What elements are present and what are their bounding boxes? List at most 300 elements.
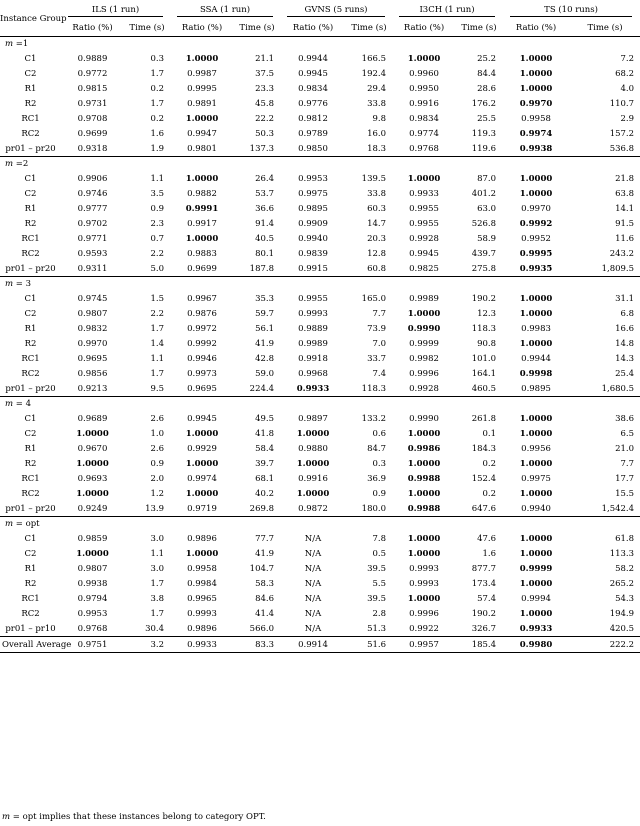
time-cell: 1.7 — [150, 323, 164, 334]
time-cell: 84.6 — [255, 593, 274, 604]
instance-group-cell: C2 — [24, 428, 37, 439]
time-cell: 50.3 — [255, 128, 274, 139]
time-cell: 192.4 — [361, 68, 387, 79]
time-cell: 63.8 — [615, 188, 635, 199]
time-cell: 53.7 — [255, 188, 274, 199]
ratio-cell: 0.9983 — [521, 323, 551, 334]
time-cell: 269.8 — [249, 503, 274, 514]
instance-group-cell: pr01 – pr20 — [5, 143, 56, 154]
time-cell: 139.5 — [361, 173, 387, 184]
instance-group-cell: R1 — [24, 203, 37, 214]
method-header-row — [0, 2, 640, 19]
table-row — [0, 201, 640, 216]
section-value: = 3 — [13, 279, 31, 289]
time-cell: 152.4 — [471, 473, 497, 484]
ratio-cell: 0.9989 — [409, 293, 439, 304]
time-cell: 0.5 — [372, 548, 387, 559]
time-cell: 36.9 — [367, 473, 387, 484]
ratio-cell: N/A — [304, 608, 322, 619]
table-row — [0, 621, 640, 637]
ratio-cell: 0.9801 — [187, 143, 217, 154]
table-row — [0, 126, 640, 141]
time-cell: 7.7 — [620, 458, 635, 469]
time-cell: 1,542.4 — [601, 503, 635, 514]
time-cell: 7.8 — [372, 533, 387, 544]
time-cell: 73.9 — [367, 323, 387, 334]
time-cell: 17.7 — [615, 473, 635, 484]
ratio-cell: 0.9938 — [77, 578, 108, 589]
instance-group-cell: R1 — [24, 83, 37, 94]
time-cell: 118.3 — [471, 323, 497, 334]
time-cell: 41.9 — [255, 338, 274, 349]
section-label — [0, 157, 640, 172]
method-header-ils — [61, 2, 170, 19]
results-table-body — [0, 2, 640, 653]
metric-header-row — [0, 19, 640, 37]
time-cell: 165.0 — [361, 293, 387, 304]
time-cell: 2.9 — [620, 113, 635, 124]
time-cell: 51.3 — [367, 623, 387, 634]
time-cell: 41.9 — [255, 548, 274, 559]
time-cell: 12.3 — [477, 308, 497, 319]
time-cell: 21.8 — [615, 173, 635, 184]
time-cell: 2.6 — [150, 443, 164, 454]
time-cell: 1.0 — [150, 428, 164, 439]
ratio-cell: 0.9249 — [77, 503, 108, 514]
ratio-cell: 0.9988 — [407, 473, 441, 484]
ratio-cell: 0.9987 — [187, 68, 217, 79]
time-cell: 63.0 — [477, 203, 497, 214]
time-cell: 9.8 — [372, 113, 387, 124]
ratio-cell: 0.9940 — [298, 233, 328, 244]
ratio-cell: 0.9311 — [77, 263, 108, 274]
section-header-row — [0, 397, 640, 412]
time-cell: 7.4 — [372, 368, 387, 379]
table-row — [0, 606, 640, 621]
table-row — [0, 486, 640, 501]
ratio-cell: 0.9917 — [187, 218, 217, 229]
ratio-cell: 0.9771 — [77, 233, 108, 244]
ratio-cell: 0.9768 — [409, 143, 439, 154]
time-cell: 47.6 — [477, 533, 497, 544]
ratio-cell: 1.0000 — [407, 53, 441, 64]
time-cell: 26.4 — [255, 173, 274, 184]
instance-group-cell: C2 — [24, 548, 37, 559]
ratio-cell: 0.9768 — [77, 623, 108, 634]
time-cell: 3.8 — [150, 593, 164, 604]
ratio-cell: 0.9745 — [77, 293, 108, 304]
instance-group-cell: pr01 – pr10 — [5, 623, 56, 634]
ratio-cell: 0.9834 — [409, 113, 439, 124]
ratio-cell: 0.9807 — [77, 563, 108, 574]
instance-group-cell: R1 — [24, 563, 37, 574]
ratio-cell: 0.9950 — [409, 83, 439, 94]
time-cell: 110.7 — [609, 98, 635, 109]
table-row — [0, 246, 640, 261]
ratio-cell: N/A — [304, 533, 322, 544]
time-cell: 133.2 — [361, 413, 387, 424]
time-cell: 58.2 — [615, 563, 635, 574]
section-variable: m — [5, 159, 14, 169]
ratio-cell: N/A — [304, 593, 322, 604]
time-cell: 190.2 — [471, 293, 497, 304]
instance-group-header: Instance Group — [0, 2, 61, 37]
table-row — [0, 456, 640, 471]
ratio-header: Ratio (%) — [280, 19, 346, 37]
time-cell: 164.1 — [471, 368, 497, 379]
time-cell: 0.2 — [150, 113, 164, 124]
time-cell: 58.9 — [477, 233, 497, 244]
time-cell: 41.4 — [255, 608, 274, 619]
time-cell: 49.5 — [255, 413, 274, 424]
time-cell: 58.3 — [255, 578, 274, 589]
ratio-cell: 0.9995 — [519, 248, 553, 259]
instance-group-cell: RC1 — [21, 353, 40, 364]
instance-group-cell: pr01 – pr20 — [5, 383, 56, 394]
time-cell: 176.2 — [471, 98, 497, 109]
ratio-cell: 1.0000 — [519, 83, 553, 94]
ratio-cell: 0.9938 — [519, 143, 553, 154]
time-cell: 57.4 — [477, 593, 497, 604]
time-cell: 13.9 — [145, 503, 164, 514]
ratio-cell: 0.9955 — [409, 218, 439, 229]
ratio-cell: 0.9318 — [77, 143, 108, 154]
time-cell: 45.8 — [255, 98, 274, 109]
ratio-cell: 0.9906 — [77, 173, 108, 184]
time-cell: 41.8 — [255, 428, 274, 439]
section-variable: m — [5, 399, 14, 409]
section-label — [0, 397, 640, 412]
time-cell: 1.7 — [150, 68, 164, 79]
ratio-cell: 0.9973 — [187, 368, 217, 379]
time-cell: 1.7 — [150, 98, 164, 109]
ratio-cell: 0.9955 — [409, 203, 439, 214]
ratio-cell: 0.9889 — [298, 323, 328, 334]
section-value: = 4 — [13, 399, 31, 409]
time-cell: 1.7 — [150, 608, 164, 619]
time-cell: 222.2 — [570, 637, 640, 653]
time-cell: 1.6 — [482, 548, 497, 559]
time-cell: 40.2 — [255, 488, 274, 499]
ratio-cell: 1.0000 — [519, 608, 553, 619]
time-cell: 3.0 — [150, 563, 164, 574]
ratio-cell: 0.9992 — [187, 338, 217, 349]
ratio-cell: 0.9889 — [77, 53, 108, 64]
time-cell: 119.6 — [471, 143, 497, 154]
ratio-cell: 0.9947 — [187, 128, 217, 139]
time-cell: 119.3 — [471, 128, 497, 139]
ratio-cell: 0.9880 — [298, 443, 328, 454]
time-cell: 104.7 — [249, 563, 274, 574]
time-cell: 42.8 — [255, 353, 274, 364]
time-header: Time (s) — [570, 19, 640, 37]
ratio-cell: 0.9772 — [77, 68, 108, 79]
ratio-header: Ratio (%) — [502, 19, 570, 37]
ratio-cell: 0.9944 — [521, 353, 551, 364]
ratio-cell: 0.9993 — [409, 563, 439, 574]
time-cell: 275.8 — [471, 263, 497, 274]
ratio-cell: 1.0000 — [296, 428, 330, 439]
ratio-cell: 0.9774 — [409, 128, 439, 139]
ratio-cell: 0.9970 — [519, 98, 553, 109]
ratio-cell: 1.0000 — [407, 458, 441, 469]
time-cell: 16.0 — [367, 128, 387, 139]
time-cell: 39.7 — [255, 458, 274, 469]
ratio-cell: 1.0000 — [519, 53, 553, 64]
ratio-cell: 1.0000 — [407, 308, 441, 319]
time-cell: 33.8 — [367, 98, 387, 109]
instance-group-cell: RC1 — [21, 593, 40, 604]
time-cell: 0.9 — [150, 458, 164, 469]
time-cell: 101.0 — [471, 353, 497, 364]
table-row — [0, 531, 640, 546]
ratio-cell: 0.9958 — [187, 563, 217, 574]
ratio-cell: 1.0000 — [519, 533, 553, 544]
ratio-cell: 0.9986 — [407, 443, 441, 454]
time-cell: 84.4 — [477, 68, 497, 79]
ratio-cell: 0.9991 — [185, 203, 219, 214]
time-cell: 30.4 — [145, 623, 164, 634]
time-header: Time (s) — [124, 19, 170, 37]
instance-group-cell: C1 — [24, 533, 37, 544]
ratio-cell: 1.0000 — [76, 548, 109, 559]
ratio-cell: 0.9731 — [77, 98, 108, 109]
ratio-cell: 0.9940 — [521, 503, 551, 514]
time-cell: 25.5 — [477, 113, 497, 124]
time-cell: 187.8 — [249, 263, 274, 274]
ratio-cell: 0.9928 — [409, 233, 439, 244]
time-cell: 1.7 — [150, 368, 164, 379]
time-cell: 20.3 — [367, 233, 387, 244]
ratio-cell: 0.9689 — [77, 413, 108, 424]
ratio-cell: 1.0000 — [519, 488, 553, 499]
time-cell: 647.6 — [471, 503, 497, 514]
ratio-cell: N/A — [304, 548, 322, 559]
ratio-cell: 1.0000 — [519, 293, 553, 304]
instance-group-cell: RC2 — [21, 248, 40, 259]
ratio-cell: 0.9719 — [187, 503, 217, 514]
ratio-cell: 0.9916 — [298, 473, 328, 484]
ratio-cell: 0.9812 — [298, 113, 328, 124]
time-cell: 1.1 — [150, 353, 164, 364]
ratio-cell: 0.9970 — [77, 338, 108, 349]
time-cell: 243.2 — [609, 248, 635, 259]
table-row — [0, 591, 640, 606]
ratio-cell: 0.9972 — [187, 323, 217, 334]
ratio-cell: 0.9993 — [298, 308, 328, 319]
time-cell: 59.0 — [255, 368, 274, 379]
ratio-cell: 0.9933 — [519, 623, 553, 634]
time-cell: 224.4 — [249, 383, 274, 394]
time-cell: 56.1 — [255, 323, 274, 334]
time-cell: 460.5 — [471, 383, 497, 394]
ratio-cell: 0.9815 — [77, 83, 108, 94]
ratio-cell: 1.0000 — [185, 488, 219, 499]
method-header-ils-label: ILS (1 run) — [68, 5, 164, 17]
time-cell: 58.4 — [255, 443, 274, 454]
ratio-cell: 0.9992 — [519, 218, 553, 229]
time-cell: 185.4 — [456, 637, 502, 653]
ratio-cell: 0.9670 — [77, 443, 108, 454]
time-cell: 4.0 — [620, 83, 635, 94]
ratio-cell: 0.9957 — [392, 637, 456, 653]
time-cell: 23.3 — [255, 83, 274, 94]
time-cell: 7.0 — [372, 338, 387, 349]
ratio-cell: 0.9994 — [521, 593, 551, 604]
time-cell: 14.3 — [615, 353, 635, 364]
instance-group-cell: RC2 — [21, 488, 40, 499]
method-header-i3ch — [392, 2, 502, 19]
time-cell: 420.5 — [609, 623, 635, 634]
time-cell: 7.2 — [620, 53, 635, 64]
ratio-cell: 1.0000 — [296, 458, 330, 469]
time-cell: 1.5 — [150, 293, 164, 304]
ratio-cell: 0.9708 — [77, 113, 108, 124]
table-row — [0, 111, 640, 126]
ratio-cell: 0.9945 — [298, 68, 328, 79]
table-row — [0, 51, 640, 66]
time-cell: 566.0 — [249, 623, 274, 634]
ratio-cell: 1.0000 — [519, 548, 553, 559]
method-header-ts — [502, 2, 640, 19]
ratio-cell: 1.0000 — [407, 533, 441, 544]
time-cell: 25.2 — [477, 53, 497, 64]
time-cell: 0.3 — [150, 53, 164, 64]
time-cell: 59.7 — [255, 308, 274, 319]
time-cell: 326.7 — [471, 623, 497, 634]
time-cell: 60.3 — [367, 203, 387, 214]
time-cell: 113.3 — [609, 548, 635, 559]
time-cell: 3.0 — [150, 533, 164, 544]
time-cell: 3.5 — [150, 188, 164, 199]
ratio-cell: 0.9914 — [280, 637, 346, 653]
time-cell: 184.3 — [471, 443, 497, 454]
ratio-cell: 0.9915 — [298, 263, 328, 274]
ratio-cell: 0.9996 — [409, 608, 439, 619]
table-row — [0, 336, 640, 351]
ratio-cell: 0.9746 — [77, 188, 108, 199]
time-cell: 22.2 — [255, 113, 274, 124]
instance-group-cell: RC1 — [21, 473, 40, 484]
table-row — [0, 426, 640, 441]
table-footnote — [2, 812, 266, 822]
ratio-cell: 0.9839 — [298, 248, 328, 259]
ratio-cell: N/A — [304, 578, 322, 589]
ratio-cell: 0.9895 — [521, 383, 551, 394]
time-cell: 39.5 — [367, 593, 387, 604]
time-cell: 84.7 — [367, 443, 387, 454]
ratio-cell: 0.9952 — [521, 233, 551, 244]
ratio-cell: 0.9999 — [519, 563, 553, 574]
ratio-cell: 0.9945 — [409, 248, 439, 259]
ratio-cell: 0.9699 — [77, 128, 108, 139]
time-cell: 1.6 — [150, 128, 164, 139]
ratio-cell: 0.9965 — [187, 593, 217, 604]
time-cell: 401.2 — [471, 188, 497, 199]
ratio-cell: 0.9998 — [519, 368, 553, 379]
table-row — [0, 561, 640, 576]
table-row — [0, 546, 640, 561]
table-row — [0, 216, 640, 231]
time-cell: 68.2 — [615, 68, 635, 79]
time-cell: 2.0 — [150, 473, 164, 484]
instance-group-cell: RC1 — [21, 233, 40, 244]
ratio-cell: 0.9896 — [187, 533, 217, 544]
table-row — [0, 501, 640, 517]
ratio-cell: 0.9996 — [409, 368, 439, 379]
table-row — [0, 96, 640, 111]
ratio-cell: 0.9953 — [298, 173, 328, 184]
ratio-cell: 0.9777 — [77, 203, 108, 214]
time-cell: 2.2 — [150, 248, 164, 259]
ratio-cell: 1.0000 — [185, 53, 219, 64]
time-cell: 35.3 — [255, 293, 274, 304]
time-cell: 1,680.5 — [601, 383, 635, 394]
time-cell: 60.8 — [367, 263, 387, 274]
time-cell: 83.3 — [234, 637, 280, 653]
ratio-cell: 0.9882 — [187, 188, 217, 199]
time-cell: 15.5 — [615, 488, 635, 499]
ratio-cell: 0.9993 — [187, 608, 217, 619]
ratio-cell: 0.9213 — [77, 383, 108, 394]
ratio-cell: 0.9946 — [187, 353, 217, 364]
time-cell: 29.4 — [367, 83, 387, 94]
ratio-cell: 0.9891 — [187, 98, 217, 109]
ratio-cell: 0.9975 — [298, 188, 328, 199]
instance-group-cell: C2 — [24, 308, 37, 319]
ratio-cell: 0.9872 — [298, 503, 328, 514]
time-cell: 54.3 — [615, 593, 635, 604]
ratio-cell: 0.9990 — [409, 413, 439, 424]
footnote-variable: m — [2, 812, 11, 822]
instance-group-cell: C1 — [24, 413, 37, 424]
ratio-cell: 0.9916 — [409, 98, 439, 109]
ratio-cell: 0.9975 — [521, 473, 551, 484]
section-value: =1 — [13, 39, 29, 49]
ratio-cell: 0.9859 — [77, 533, 108, 544]
ratio-cell: 0.9967 — [187, 293, 217, 304]
time-cell: 0.7 — [150, 233, 164, 244]
time-cell: 1,809.5 — [601, 263, 635, 274]
instance-group-cell: C1 — [24, 293, 37, 304]
ratio-cell: 0.9702 — [77, 218, 108, 229]
ratio-cell: 1.0000 — [185, 428, 219, 439]
ratio-header: Ratio (%) — [61, 19, 124, 37]
table-row — [0, 171, 640, 186]
table-row — [0, 231, 640, 246]
ratio-cell: 1.0000 — [519, 428, 553, 439]
time-cell: 0.2 — [482, 458, 497, 469]
table-row — [0, 576, 640, 591]
time-cell: 1.2 — [150, 488, 164, 499]
time-cell: 18.3 — [367, 143, 387, 154]
method-header-gvns-label: GVNS (5 runs) — [287, 5, 386, 17]
time-cell: 51.6 — [346, 637, 392, 653]
time-cell: 1.1 — [150, 173, 164, 184]
instance-group-cell: RC1 — [21, 113, 40, 124]
time-cell: 118.3 — [361, 383, 387, 394]
instance-group-cell: R2 — [24, 458, 37, 469]
instance-group-cell: Overall Average — [0, 637, 61, 653]
method-header-i3ch-label: I3CH (1 run) — [399, 5, 496, 17]
instance-group-cell: C2 — [24, 188, 37, 199]
time-cell: 0.1 — [482, 428, 497, 439]
ratio-cell: 0.9960 — [409, 68, 439, 79]
instance-group-cell: R2 — [24, 98, 37, 109]
ratio-cell: 0.9933 — [409, 188, 439, 199]
table-row — [0, 141, 640, 157]
ratio-cell: 0.9751 — [61, 637, 124, 653]
